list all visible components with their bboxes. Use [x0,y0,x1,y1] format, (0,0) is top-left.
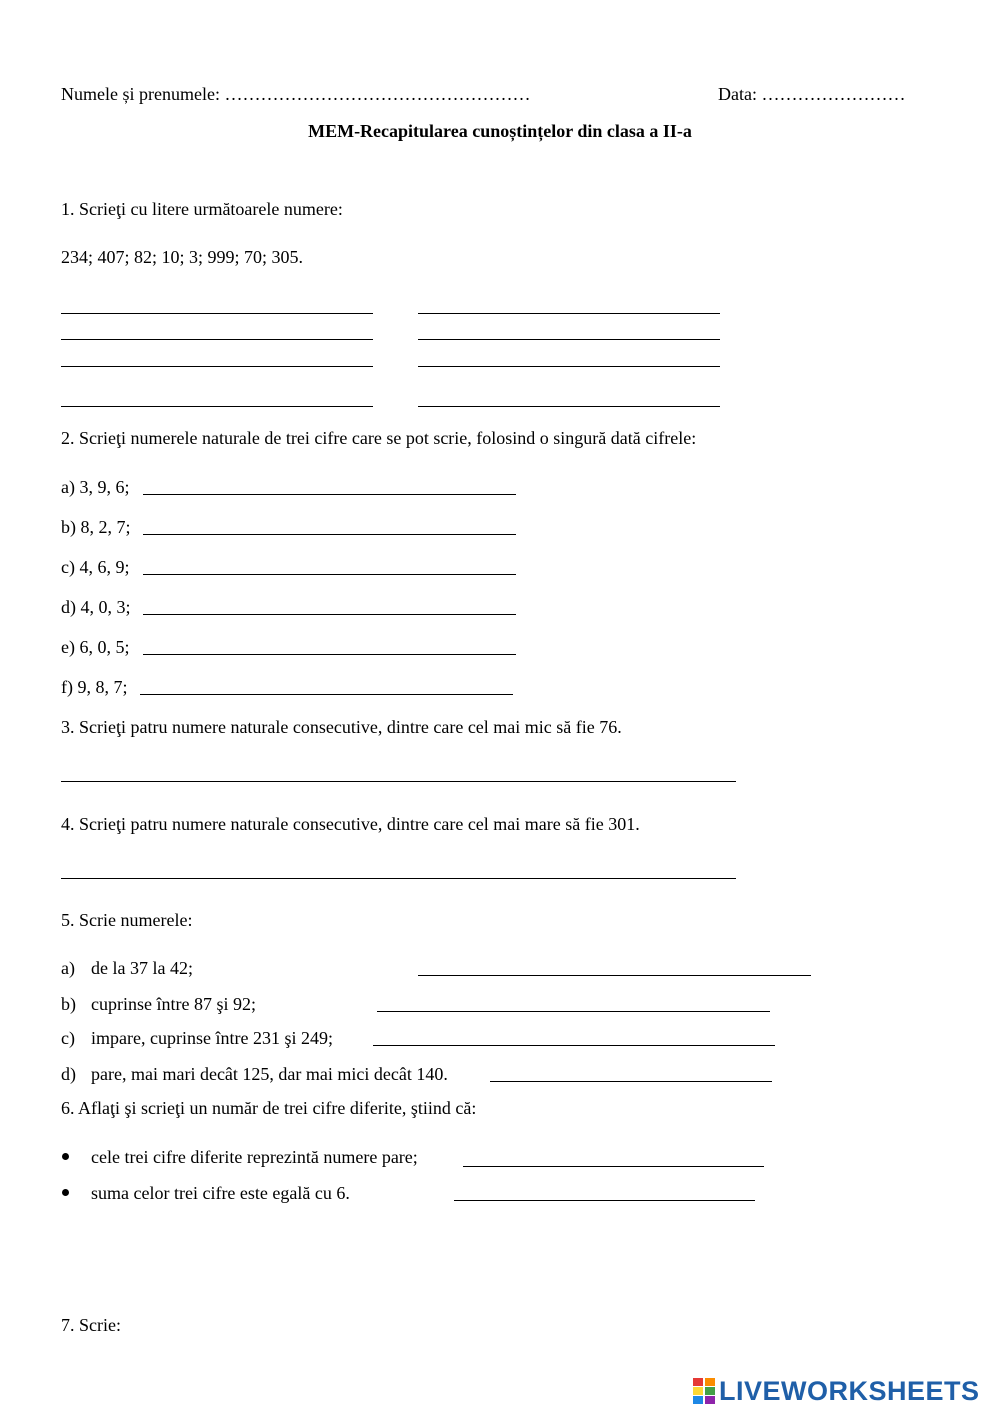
page-title: MEM-Recapitularea cunoștințelor din clasa a II-a [308,121,692,141]
ex2-item-label: d) 4, 0, 3; [61,597,131,617]
ex5-answer-line[interactable] [490,1081,772,1082]
ex4-answer-line[interactable] [61,878,736,879]
ex2-answer-line[interactable] [143,614,516,615]
ex5-answer-line[interactable] [373,1045,775,1046]
bullet-icon [62,1189,69,1196]
ex1-answer-line[interactable] [61,339,373,340]
ex3-prompt: 3. Scrieţi patru numere naturale consecutive, dintre care cel mai mic să fie 76. [61,717,622,737]
ex5-item-text: pare, mai mari decât 125, dar mai mici decât 140. [91,1064,448,1084]
ex2-item-label: f) 9, 8, 7; [61,677,128,697]
ex4-prompt: 4. Scrieţi patru numere naturale consecutive, dintre care cel mai mare să fie 301. [61,814,640,834]
ex5-item-text: impare, cuprinse între 231 şi 249; [91,1028,333,1048]
liveworksheets-logo [693,1374,993,1408]
ex5-item-text: de la 37 la 42; [91,958,193,978]
ex1-answer-line[interactable] [61,313,373,314]
ex2-answer-line[interactable] [143,574,516,575]
ex1-answer-line[interactable] [418,406,720,407]
ex2-item-label: c) 4, 6, 9; [61,557,130,577]
ex1-answer-line[interactable] [61,366,373,367]
ex6-bullet-text: cele trei cifre diferite reprezintă numere pare; [91,1147,418,1167]
ex5-item-letter: d) [61,1064,76,1084]
ex1-answer-line[interactable] [418,339,720,340]
ex2-answer-line[interactable] [143,494,516,495]
ex6-answer-line[interactable] [454,1200,755,1201]
ex2-answer-line[interactable] [140,694,513,695]
date-field-label: Data: …………………… [718,84,906,104]
ex2-answer-line[interactable] [143,534,516,535]
ex5-answer-line[interactable] [377,1011,770,1012]
ex1-answer-line[interactable] [61,406,373,407]
ex5-item-text: cuprinse între 87 şi 92; [91,994,256,1014]
ex1-answer-line[interactable] [418,366,720,367]
ex2-answer-line[interactable] [143,654,516,655]
ex6-bullet-text: suma celor trei cifre este egală cu 6. [91,1183,350,1203]
liveworksheets-logo-icon [693,1378,715,1404]
ex5-prompt: 5. Scrie numerele: [61,910,193,930]
ex1-numbers: 234; 407; 82; 10; 3; 999; 70; 305. [61,247,304,267]
ex5-answer-line[interactable] [418,975,811,976]
ex2-item-label: a) 3, 9, 6; [61,477,130,497]
liveworksheets-logo-text: LIVEWORKSHEETS [719,1376,980,1406]
ex5-item-letter: c) [61,1028,75,1048]
ex6-answer-line[interactable] [463,1166,764,1167]
ex2-item-label: e) 6, 0, 5; [61,637,130,657]
ex1-prompt: 1. Scrieţi cu litere următoarele numere: [61,199,343,219]
ex2-item-label: b) 8, 2, 7; [61,517,131,537]
ex3-answer-line[interactable] [61,781,736,782]
bullet-icon [62,1153,69,1160]
ex2-prompt: 2. Scrieţi numerele naturale de trei cifre care se pot scrie, folosind o singură dată cifrele: [61,428,697,448]
ex5-item-letter: a) [61,958,75,978]
ex1-answer-line[interactable] [418,313,720,314]
ex5-item-letter: b) [61,994,76,1014]
name-field-label: Numele și prenumele: …………………………………………… [61,84,531,104]
ex7-prompt: 7. Scrie: [61,1315,121,1335]
ex6-prompt: 6. Aflaţi şi scrieţi un număr de trei cifre diferite, ştiind că: [61,1098,477,1118]
